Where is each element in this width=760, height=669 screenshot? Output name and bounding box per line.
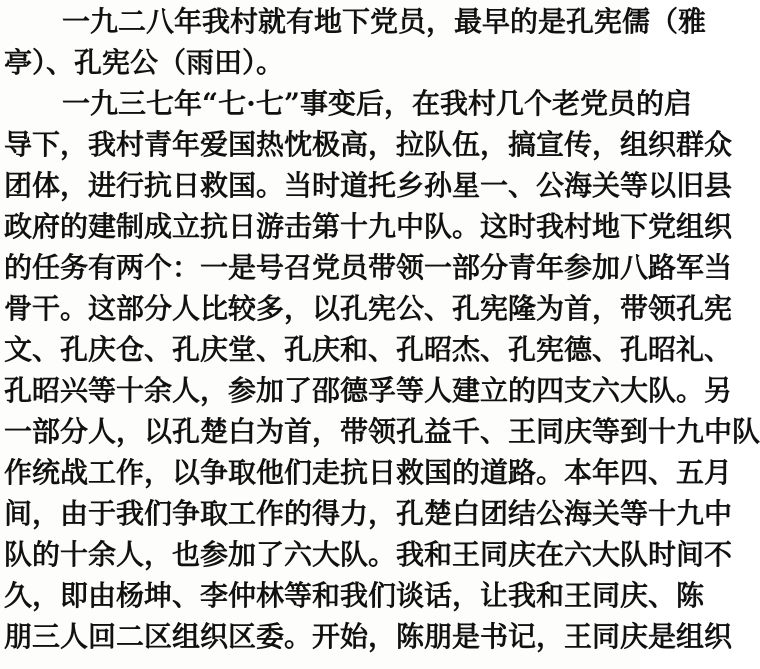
text-line-9: 文、孔庆仓、孔庆堂、孔庆和、孔昭杰、孔宪德、孔昭礼、 [4,333,733,366]
text-line-2: 亭）、孔宪公（雨田）。 [4,46,285,79]
text-line-7: 的任务有两个：一是号召党员带领一部分青年参加八路军当 [4,251,733,284]
text-line-11: 一部分人，以孔楚白为首，带领孔益千、王同庆等到十九中队 [4,415,760,448]
text-line-1: 一九二八年我村就有地下党员，最早的是孔宪儒（雅 [62,5,707,38]
text-line-13: 间，由于我们争取工作的得力，孔楚白团结公海关等十九中 [4,497,733,530]
text-line-4: 导下，我村青年爱国热忱极高，拉队伍，搞宣传，组织群众 [4,128,733,161]
text-line-3: 一九三七年“七·七”事变后，在我村几个老党员的启 [62,87,692,120]
text-line-16: 朋三人回二区组织区委。开始，陈朋是书记，王同庆是组织 [4,620,733,653]
text-line-12: 作统战工作，以争取他们走抗日救国的道路。本年四、五月 [4,456,733,489]
text-line-14: 队的十余人，也参加了六大队。我和王同庆在六大队时间不 [4,538,733,571]
text-line-15: 久，即由杨坤、李仲林等和我们谈话，让我和王同庆、陈 [4,579,705,612]
text-line-6: 政府的建制成立抗日游击第十九中队。这时我村地下党组织 [4,210,733,243]
text-line-8: 骨干。这部分人比较多，以孔宪公、孔宪隆为首，带领孔宪 [4,292,733,325]
text-line-5: 团体，进行抗日救国。当时道托乡孙星一、公海关等以旧县 [4,169,733,202]
text-line-10: 孔昭兴等十余人，参加了邵德孚等人建立的四支六大队。另 [4,374,733,407]
